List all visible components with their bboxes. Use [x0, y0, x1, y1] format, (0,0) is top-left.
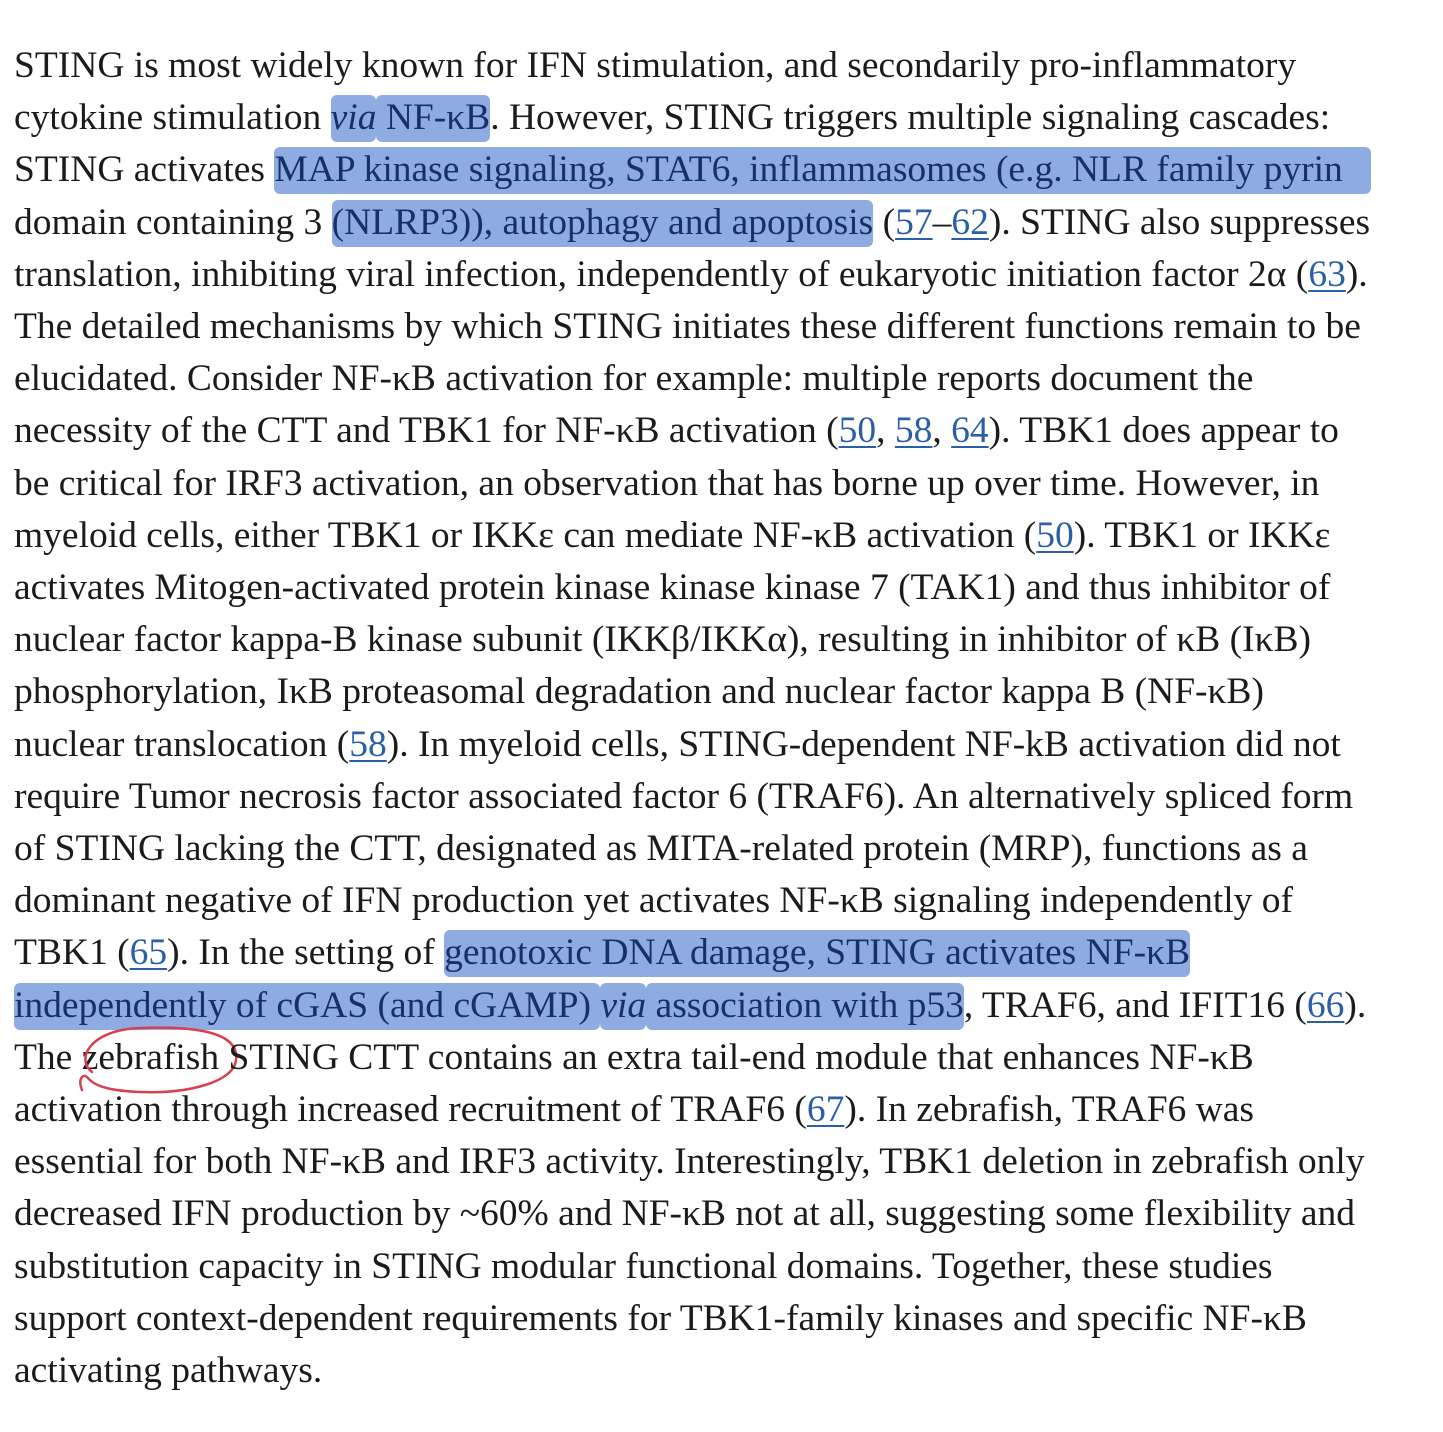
body-text: ). In myeloid cells, STING-dependent NF-kB activation did not — [386, 723, 1341, 765]
text-line — [14, 301, 1439, 353]
body-text: STING CTT contains an extra tail-end module that enhances NF-κB — [219, 1036, 1254, 1078]
highlighted-text[interactable]: (NLRP3)), autophagy and apoptosis — [332, 200, 874, 247]
body-text: activation through increased recruitment of TRAF6 ( — [14, 1089, 807, 1131]
body-text: ). In the setting of — [167, 932, 445, 974]
body-text: decreased IFN production by ~60% and NF-κB not at all, suggesting some flexibility and — [14, 1193, 1356, 1235]
reference-link[interactable]: 62 — [951, 201, 989, 243]
body-text: . However, STING triggers multiple signaling cascades: — [490, 97, 1331, 139]
circled-word-text: zebrafish — [81, 1036, 220, 1078]
body-text: dominant negative of IFN production yet activates NF-κB signaling independently of — [14, 880, 1294, 922]
text-line — [14, 144, 1439, 196]
text-line — [14, 927, 1439, 979]
reference-link[interactable]: 63 — [1308, 253, 1346, 295]
reference-link[interactable]: 50 — [1036, 514, 1074, 556]
text-line — [14, 771, 1439, 823]
text-line — [14, 92, 1439, 144]
reference-link[interactable]: 65 — [129, 932, 168, 974]
body-text: activates Mitogen-activated protein kinase kinase kinase 7 (TAK1) and thus inhibitor of — [14, 567, 1331, 609]
highlighted-text[interactable]: genotoxic DNA damage, STING activates NF-κB — [444, 930, 1190, 977]
body-text: ). TBK1 does appear to — [988, 410, 1339, 452]
text-line — [14, 1136, 1439, 1188]
text-line — [14, 1032, 1439, 1084]
body-text: ). — [1345, 253, 1368, 295]
body-text: phosphorylation, IκB proteasomal degradation and nuclear factor kappa B (NF-κB) — [14, 671, 1264, 713]
body-text: myeloid cells, either TBK1 or IKKε can mediate NF-κB activation ( — [14, 514, 1037, 556]
highlighted-text[interactable]: association with p53 — [646, 983, 964, 1030]
body-text: substitution capacity in STING modular functional domains. Together, these studies — [14, 1245, 1273, 1287]
body-text: elucidated. Consider NF-κB activation for example: multiple reports document the — [14, 358, 1254, 400]
text-line — [14, 719, 1439, 771]
text-line — [14, 197, 1439, 249]
text-line — [14, 875, 1439, 927]
text-line — [14, 1345, 1439, 1397]
text-line — [14, 1084, 1439, 1136]
text-line — [14, 1241, 1439, 1293]
body-text: STING is most widely known for IFN stimulation, and secondarily pro-inflammatory — [14, 45, 1297, 86]
body-text: be critical for IRF3 activation, an observation that has borne up over time. However, in — [14, 462, 1320, 504]
text-line — [14, 353, 1439, 405]
reference-link[interactable]: 58 — [894, 410, 933, 452]
text-line — [14, 249, 1439, 301]
highlighted-text[interactable]: via — [600, 983, 646, 1030]
body-text: ). STING also suppresses — [988, 201, 1371, 243]
body-text: activating pathways. — [14, 1350, 323, 1392]
text-line — [14, 614, 1439, 666]
body-text: TBK1 ( — [14, 932, 130, 974]
body-text: , TRAF6, and IFIT16 ( — [963, 984, 1307, 1026]
body-text: nuclear factor kappa-B kinase subunit (IKKβ/IKKα), resulting in inhibitor of κB (IκB) — [14, 619, 1312, 661]
text-line — [14, 666, 1439, 718]
reference-link[interactable]: 58 — [349, 723, 387, 765]
body-text: ). — [1344, 984, 1367, 1026]
body-text: ( — [873, 201, 896, 243]
body-text: ). In zebrafish, TRAF6 was — [844, 1089, 1254, 1131]
reference-link[interactable]: 66 — [1306, 984, 1345, 1026]
body-text: necessity of the CTT and TBK1 for NF-κB activation ( — [14, 410, 839, 452]
body-text: translation, inhibiting viral infection, independently of eukaryotic initiation factor 2α ( — [14, 253, 1309, 295]
body-text: nuclear translocation ( — [14, 723, 350, 765]
text-line — [14, 405, 1439, 457]
reference-link[interactable]: 57 — [895, 201, 933, 243]
body-text: – — [932, 201, 952, 243]
reference-link[interactable]: 50 — [838, 410, 877, 452]
body-text: domain containing 3 — [14, 201, 332, 243]
body-text: cytokine stimulation — [14, 97, 331, 139]
body-text: of STING lacking the CTT, designated as MITA-related protein (MRP), functions as a — [14, 828, 1308, 870]
highlighted-text[interactable]: independently of cGAS (and cGAMP) — [14, 983, 600, 1030]
body-text: , — [876, 410, 895, 452]
body-text: STING activates — [14, 149, 275, 191]
highlighted-text[interactable]: MAP kinase signaling, STAT6, inflammasomes (e.g. NLR family pyrin — [274, 147, 1342, 194]
text-line — [14, 458, 1439, 510]
circled-word — [82, 1032, 219, 1084]
body-text: essential for both NF-κB and IRF3 activity. Interestingly, TBK1 deletion in zebrafish only — [14, 1141, 1365, 1183]
reference-link[interactable]: 64 — [951, 410, 989, 452]
body-text: ). TBK1 or IKKε — [1073, 514, 1331, 556]
text-line — [14, 510, 1439, 562]
text-line — [14, 823, 1439, 875]
highlighted-text[interactable]: via — [331, 95, 377, 142]
reference-link[interactable]: 67 — [806, 1089, 845, 1131]
body-text: require Tumor necrosis factor associated factor 6 (TRAF6). An alternatively spliced form — [14, 775, 1354, 817]
text-line — [14, 40, 1439, 92]
body-text: The — [14, 1036, 82, 1078]
body-text: The detailed mechanisms by which STING initiates these different functions remain to be — [14, 306, 1361, 348]
text-line — [14, 1293, 1439, 1345]
text-line — [14, 562, 1439, 614]
highlighted-text[interactable]: NF-κB — [376, 95, 490, 142]
text-line — [14, 1188, 1439, 1240]
body-text: support context-dependent requirements for TBK1-family kinases and specific NF-κB — [14, 1297, 1307, 1339]
body-paragraph — [14, 40, 1439, 1397]
text-line — [14, 980, 1439, 1032]
body-text: , — [932, 410, 952, 452]
